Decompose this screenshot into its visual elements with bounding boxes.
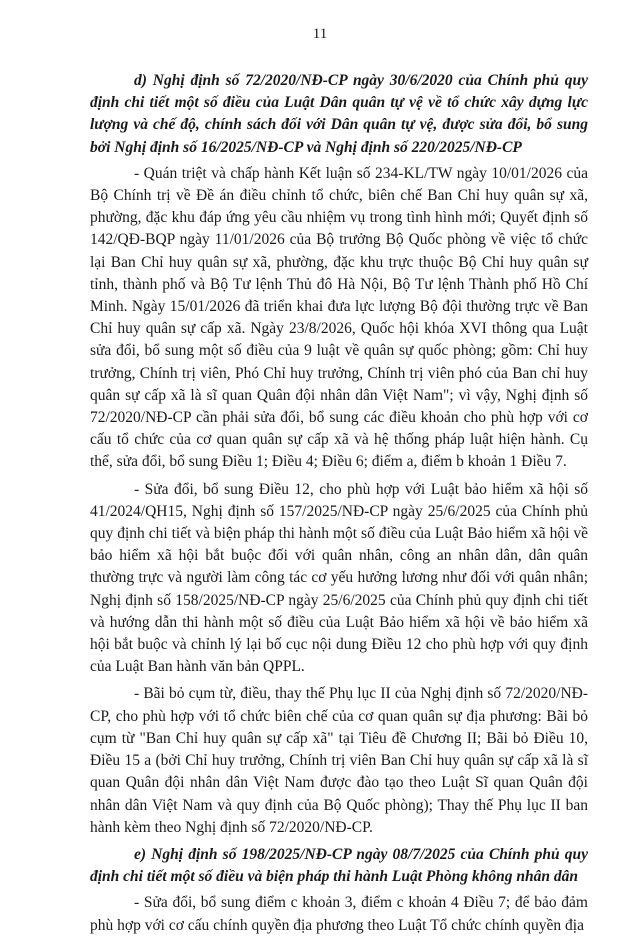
- page-content: [90, 70, 588, 942]
- paragraph: - Sửa đổi, bổ sung điểm c khoản 3, điểm c khoản 4 Điều 7; để bảo đảm phù hợp với cơ cấu chính quyền địa phương theo Luật Tổ chức chính quyền địa: [90, 894, 588, 934]
- page-number: 11: [312, 26, 328, 42]
- paragraph: - Bãi bỏ cụm từ, điều, thay thế Phụ lục II của Nghị định số 72/2020/NĐ-CP, cho phù hợp với tổ chức biên chế của cơ quan quân sự địa phương: Bãi bỏ cụm từ "Ban Chỉ huy quân sự cấp xã" tại Tiêu đề Chương II; Bãi bỏ Điều 10, Điều 15 a (bởi Chỉ huy trưởng, Chính trị viên Ban Chỉ huy quân sự cấp xã là sĩ quan Quân đội nhân dân Việt Nam được đào tạo theo Luật Sĩ quan Quân đội nhân dân Việt Nam và quy định của Bộ Quốc phòng); Thay thế Phụ lục II ban hành kèm theo Nghị định số 72/2020/NĐ-CP.: [90, 685, 588, 836]
- paragraph: - Sửa đổi, bổ sung Điều 12, cho phù hợp với Luật bảo hiểm xã hội số 41/2024/QH15, Nghị định số 157/2025/NĐ-CP ngày 25/6/2025 của Chính phủ quy định chi tiết và biện pháp thi hành một số điều của Luật Bảo hiểm xã hội về bảo hiểm xã hội bắt buộc đối với quân nhân, công an nhân dân, dân quân thường trực và người làm công tác cơ yếu hưởng lương như đối với quân nhân; Nghị định số 158/2025/NĐ-CP ngày 25/6/2025 của Chính phủ quy định chi tiết và hướng dẫn thi hành một số điều của Luật Bảo hiểm xã hội về bảo hiểm xã hội bắt buộc và chỉnh lý lại bố cục nội dung Điều 12 cho phù hợp với quy định của Luật Ban hành văn bản QPPL.: [90, 480, 588, 676]
- section-heading-d: d) Nghị định số 72/2020/NĐ-CP ngày 30/6/2020 của Chính phủ quy định chi tiết một số điều của Luật Dân quân tự vệ về tổ chức xây dựng lực lượng và chế độ, chính sách đối với Dân quân tự vệ, được sửa đổi, bổ sung bởi Nghị định số 16/2025/NĐ-CP và Nghị định số 220/2025/NĐ-CP: [90, 72, 588, 156]
- paragraph: - Quán triệt và chấp hành Kết luận số 234-KL/TW ngày 10/01/2026 của Bộ Chính trị về Đề án điều chỉnh tổ chức, biên chế Ban Chỉ huy quân sự xã, phường, đặc khu đáp ứng yêu cầu nhiệm vụ trong tình hình mới; Quyết định số 142/QĐ-BQP ngày 11/01/2026 của Bộ trưởng Bộ Quốc phòng về việc tổ chức lại Ban Chỉ huy quân sự xã, phường, đặc khu trực thuộc Bộ Chỉ huy quân sự tỉnh, thành phố và Bộ Tư lệnh Thủ đô Hà Nội, Bộ Tư lệnh Thành phố Hồ Chí Minh. Ngày 15/01/2026 đã triển khai đưa lực lượng Bộ đội thường trực về Ban Chỉ huy quân sự cấp xã. Ngày 23/8/2026, Quốc hội khóa XVI thông qua Luật sửa đổi, bổ sung một số điều của 9 luật về quân sự quốc phòng; gồm: Chỉ huy trưởng, Chính trị viên, Phó Chỉ huy trưởng, Chính trị viên phó của Ban chỉ huy quân sự cấp xã là sĩ quan Quân đội nhân dân Việt Nam"; vì vậy, Nghị định số 72/2020/NĐ-CP cần phải sửa đổi, bổ sung các điều khoản cho phù hợp với cơ cấu tổ chức của cơ quan quân sự cấp xã và hệ thống pháp luật hiện hành. Cụ thể, sửa đổi, bổ sung Điều 1; Điều 4; Điều 6; điểm a, điểm b khoản 1 Điều 7.: [90, 164, 588, 471]
- section-heading-e: e) Nghị định số 198/2025/NĐ-CP ngày 08/7/2025 của Chính phủ quy định chi tiết một số điều và biện pháp thi hành Luật Phòng không nhân dân: [90, 845, 588, 886]
